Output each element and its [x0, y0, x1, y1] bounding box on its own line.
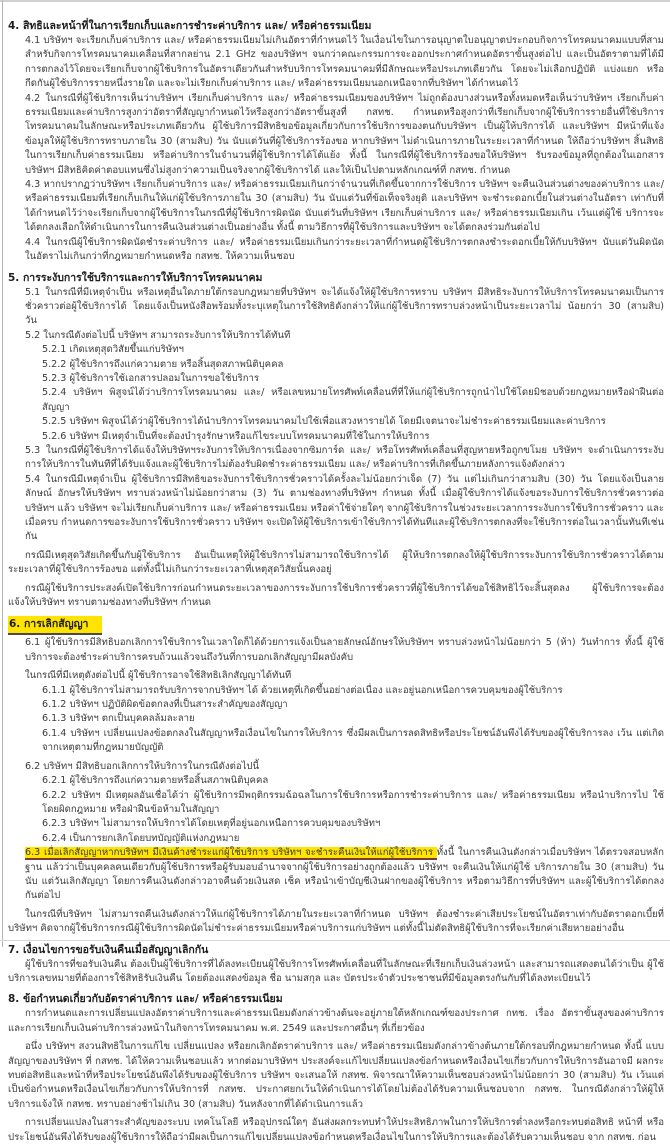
- paragraph-text: 5.4 ในกรณีมีเหตุจำเป็น ผู้ใช้บริการมีสิทธิขอระงับการใช้บริการชั่วคราวได้ครั้งละไม่น้อยกว่าเจ็ด (7) วัน แต่ไม่เกินกว่าสามสิบ (30) วัน โดยแจ้งเป็นลายลักษณ์ อักษรให้บริษัทฯ ทราบล่วงหน้าไม่น้อยกว่าสาม (3) วัน ตามช่องทางที่บริษัทฯ กำหนด ทั้งนี้ เมื่อผู้ใช้บริการได้แจ้งขอระงับการใช้บริการชั่วคราวต่อบริษัทฯ แล้ว บริษัทฯ จะไม่เรียกเก็บค่าบริการ และ/ หรือค่าธรรมเนียม หรือค่าใช้จ่ายใดๆ จากผู้ใช้บริการในช่วงระยะเวลาการระงับการใช้บริการชั่วคราว และเมื่อครบ กำหนดการขอระงับการใช้บริการชั่วคราว บริษัทฯ จะเปิดให้ผู้ใช้บริการเข้าใช้บริการได้ทันทีและผู้ใช้บริการตกลงที่จะใช้บริการต่อในเวลานั้นทันทีเช่นกัน: [25, 473, 664, 543]
- paragraph: [8, 669, 664, 683]
- section-heading: [8, 943, 664, 957]
- paragraph: [42, 789, 664, 818]
- paragraph: [8, 1007, 664, 1036]
- paragraph: [42, 727, 664, 756]
- highlighted-text: 6.3 เมื่อเลิกสัญญาหากบริษัทฯ มีเงินค้างชำระแก่ผู้ใช้บริการ บริษัทฯ จะชำระคืนเงินให้แก่ผู้ใช้บริการ: [25, 847, 437, 859]
- paragraph: [25, 444, 664, 473]
- paragraph-text: 5.2.1 เกิดเหตุสุดวิสัยขึ้นแก่บริษัทฯ: [42, 344, 184, 356]
- paragraph: [25, 286, 664, 329]
- paragraph-text: 6.2 บริษัทฯ มีสิทธิบอกเลิกการให้บริการในกรณีดังต่อไปนี้: [25, 760, 260, 772]
- paragraph-text: ทั้งนี้ ในการคืนเงินดังกล่าวเมื่อบริษัทฯ ได้ตรวจสอบหลักฐาน แล้วว่าเป็นบุคคลคนเดียวกับผู้ใช้บริการหรือผู้รับมอบอำนาจจากผู้ใช้บริการอย่างถูกต้องแล้ว บริษัทฯ จะคืนเงินให้แก่ผู้ใช้ บริการภายใน 30 (สามสิบ) วัน นับ แต่วันเลิกสัญญา โดยการคืนเงินดังกล่าวอาจคืนด้วยเงินสด เช็ค หรือนำเข้าบัญชีเงินฝากของผู้ใช้บริการ หรือตามวิธีการที่บริษัทฯ และผู้ใช้บริการได้ตกลง กันต่อไป: [25, 847, 664, 902]
- paragraph: [8, 549, 664, 578]
- paragraph: [25, 846, 664, 904]
- paragraph: [8, 1040, 664, 1112]
- paragraph: [25, 329, 664, 343]
- section-heading: [8, 616, 664, 635]
- paragraph-text: 6.1.1 ผู้ใช้บริการไม่สามารถรับบริการจากบริษัทฯ ได้ ด้วยเหตุที่เกิดขึ้นอย่างต่อเนื่อง และอยู่นอกเหนือการควบคุมของผู้ใช้บริการ: [42, 684, 563, 696]
- paragraph-text: 6.2.4 เป็นการยกเลิกโดยบทบัญญัติแห่งกฎหมาย: [42, 832, 240, 844]
- paragraph-text: 6.1.3 บริษัทฯ ตกเป็นบุคคลล้มละลาย: [42, 713, 195, 725]
- paragraph-text: 5.2 ในกรณีดังต่อไปนี้ บริษัทฯ สามารถระงับการให้บริการได้ทันที: [25, 329, 291, 341]
- paragraph: [25, 636, 664, 665]
- document-content: [8, 19, 664, 1145]
- paragraph: [25, 473, 664, 545]
- paragraph: [25, 92, 664, 178]
- paragraph: [42, 430, 664, 444]
- paragraph-text: ในกรณีที่บริษัทฯ ไม่สามารถคืนเงินดังกล่าวให้แก่ผู้ใช้บริการได้ภายในระยะเวลาที่กำหนด บริษัทฯ ต้องชำระค่าเสียประโยชน์ในอัตราเท่ากับอัตราดอกเบี้ยที่ บริษัทฯ คิดจากผู้ใช้บริการกรณีผู้ใช้บริการผิดนัดไม่ชำระค่าธรรมเนียมหรือค่าบริการแก่บริษัทฯ แต่ทั้งนี้ไม่ตัดสิทธิผู้ใช้บริการที่จะเรียกค่าเสียหายอย่างอื่น: [8, 908, 664, 935]
- paragraph: [42, 358, 664, 372]
- paragraph: [8, 958, 664, 987]
- paragraph-text: 5.2.4 บริษัทฯ พิสูจน์ได้ว่าบริการโทรคมนาคม และ/ หรือเลขหมายโทรศัพท์เคลื่อนที่ที่ให้แก่ผู้ใช้บริการถูกนำไปใช้โดยมิชอบด้วยกฎหมายหรือฝ่าฝืนต่อ สัญญา: [42, 387, 664, 413]
- paragraph: [42, 415, 664, 429]
- paragraph: [42, 386, 664, 415]
- paragraph-text: การกำหนดและการเปลี่ยนแปลงอัตราค่าบริการและค่าธรรมเนียมดังกล่าวข้างต้นจะอยู่ภายใต้หลักเกณฑ์ของประกาศ กทช. เรื่อง อัตราขั้นสูงของค่าบริการ และการเรียกเก็บเงินค่าบริการล่วงหน้าในกิจการโทรคมนาคม พ.ศ. 2549 และประกาศอื่นๆ ที่เกี่ยวข้อง: [8, 1008, 664, 1034]
- paragraph-text: 6.1.4 บริษัทฯ เปลี่ยนแปลงข้อตกลงในสัญญาหรือเงื่อนไขในการให้บริการ ซึ่งมีผลเป็นการลดสิทธิหรือประโยชน์อันพึงได้รับของผู้ใช้บริการลง เว้น แต่เกิดจากเหตุตามที่กฎหมายบัญญัติ: [42, 727, 664, 754]
- paragraph-text: 5.2.5 บริษัทฯ พิสูจน์ได้ว่าผู้ใช้บริการได้นำบริการโทรคมนาคมไปใช้เพื่อแสวงหารายได้ โดยมีเจตนาจะไม่ชำระค่าธรรมเนียมและค่าบริการ: [42, 416, 606, 428]
- paragraph: [42, 832, 664, 846]
- paragraph: [42, 343, 664, 357]
- paragraph-text: 4.2 ในกรณีที่ผู้ใช้บริการเห็นว่าบริษัทฯ เรียกเก็บค่าบริการ และ/ หรือค่าธรรมเนียมของบริษัทฯ ไม่ถูกต้องบางส่วนหรือทั้งหมดหรือเห็นว่าบริษัทฯ เรียกเก็บค่าธรรมเนียมและค่าบริการสูงกว่าอัตราที่สัญญากำหนดไว้หรือสูงกว่าอัตราขั้นสูงที่ กสทช. กำหนดหรือสูงกว่าที่เรียกเก็บจากผู้ใช้บริการรายอื่นที่ใช้บริการ โทรคมนาคมในลักษณะหรือประเภทเดียวกัน ผู้ใช้บริการมีสิทธิขอข้อมูลเกี่ยวกับการใช้บริการของตนกับบริษัทฯ เป็นผู้ให้บริการได้ และบริษัทฯ มีหน้าที่แจ้ง ข้อมูลให้ผู้ใช้บริการทราบภายใน 30 (สามสิบ) วัน นับแต่วันที่ผู้ใช้บริการร้องขอ หากบริษัทฯ ไม่ดำเนินการภายในระยะเวลาที่กำหนด ให้ถือว่าบริษัทฯ สิ้นสิทธิ ในการเรียกเก็บค่าธรรมเนียม หรือค่าบริการในจำนวนที่ผู้ใช้บริการได้โต้แย้ง ทั้งนี้ ในกรณีที่ผู้ใช้บริการร้องขอให้บริษัทฯ รับรองข้อมูลที่ถูกต้องในเอกสาร บริษัทฯ มีสิทธิคิดค่าตอบแทนซึ่งไม่สูงกว่าความเป็นจริงจากผู้ใช้บริการได้ และให้เป็นไปตามหลักเกณฑ์ที่ กสทช. กำหนด: [25, 92, 664, 176]
- paragraph: [8, 1116, 664, 1145]
- paragraph-text: 6.1.2 บริษัทฯ ปฏิบัติผิดข้อตกลงที่เป็นสาระสำคัญของสัญญา: [42, 699, 288, 711]
- paragraph-text: 5.3 ในกรณีที่ผู้ใช้บริการได้แจ้งให้บริษัทฯระงับการให้บริการเนื่องจากซิมการ์ด และ/ หรือโทรศัพท์เคลื่อนที่สูญหายหรือถูกขโมย บริษัทฯ จะดำเนินการระงับ การให้บริการในทันทีที่ได้รับแจ้งและผู้ใช้บริการไม่ต้องรับผิดชำระค่าธรรมเนียม และ/ หรือค่าบริการที่เกิดขึ้นภายหลังการแจ้งดังกล่าว: [25, 444, 664, 471]
- paragraph-text: 4.1 บริษัทฯ จะเรียกเก็บค่าบริการ และ/ หรือค่าธรรมเนียมไม่เกินอัตราที่กำหนดไว้ ในเงื่อนไขในการอนุญาตใบอนุญาตประกอบกิจการโทรคมนาคมแบบที่สาม สำหรับกิจการโทรคมนาคมเคลื่อนที่สากลย่าน 2.1 GHz ของบริษัทฯ จนกว่าคณะกรรมการจะออกประกาศกำหนดอัตราขั้นสูงต่อไป และเป็นอัตราตามที่ได้มี การตกลงไว้โดยจะเรียกเก็บจากผู้ใช้บริการในอัตราเดียวกันสำหรับบริการโทรคมนาคมที่มีลักษณะหรือประเภทเดียวกัน โดยจะไม่เลือกปฏิบัติ แบ่งแยก หรือ กีดกันผู้ใช้บริการรายหนึ่งรายใด และจะไม่เรียกเก็บค่าบริการ และ/ หรือค่าธรรมเนียมนอกเหนือจากที่บริษัทฯ ได้กำหนดไว้: [25, 35, 664, 90]
- paragraph-text: 6.2.3 บริษัทฯ ไม่สามารถให้บริการได้โดยเหตุที่อยู่นอกเหนือการควบคุมของบริษัทฯ: [42, 818, 381, 830]
- paragraph-text: 5.2.3 ผู้ใช้บริการใช้เอกสารปลอมในการขอใช้บริการ: [42, 372, 260, 384]
- paragraph: [25, 34, 664, 92]
- paragraph-text: 4.4 ในกรณีผู้ใช้บริการผิดนัดชำระค่าบริการ และ/ หรือค่าธรรมเนียมเกินกว่าระยะเวลาที่กำหนดผู้ใช้บริการตกลงชำระดอกเบี้ยให้กับบริษัทฯ นับแต่วันผิดนัด ในอัตราไม่เกินกว่าที่กฎหมายกำหนดหรือ กสทช. ให้ความเห็นชอบ: [25, 236, 664, 263]
- paragraph: [42, 684, 664, 698]
- section-title: 4. สิทธิและหน้าที่ในการเรียกเก็บและการชำระค่าบริการ และ/ หรือค่าธรรมเนียม: [8, 20, 372, 32]
- paragraph: [25, 760, 664, 774]
- paragraph: [42, 698, 664, 712]
- paragraph-text: 5.2.6 บริษัทฯ มีเหตุจำเป็นที่จะต้องบำรุงรักษาหรือแก้ไขระบบโทรคมนาคมที่ใช้ในการให้บริการ: [42, 430, 430, 442]
- section-heading: [8, 271, 664, 285]
- paragraph-text: 5.2.2 ผู้ใช้บริการถึงแก่ความตาย หรือสิ้นสุดสภาพนิติบุคคล: [42, 358, 284, 370]
- paragraph-text: ในกรณีที่มีเหตุดังต่อไปนี้ ผู้ใช้บริการอาจใช้สิทธิเลิกสัญญาได้ทันที: [25, 670, 292, 682]
- highlighted-section-title: 6. การเลิกสัญญา: [8, 616, 102, 635]
- paragraph-text: อนึ่ง บริษัทฯ สงวนสิทธิในการแก้ไข เปลี่ยนแปลง หรือยกเลิกอัตราค่าบริการ และ/ หรือค่าธรรมเนียมดังกล่าวข้างต้นภายใต้กรอบที่กฎหมายกำหนด ทั้งนี้ แบบสัญญาของบริษัทฯ ที่ กสทช. ได้ให้ความเห็นชอบแล้ว หากต่อมาบริษัทฯ ประสงค์จะแก้ไขเปลี่ยนแปลงข้อกำหนดหรือเงื่อนไขเกี่ยวกับการให้บริการอันอาจมี ผลกระทบต่อสิทธิและหน้าที่หรือประโยชน์อันพึงได้รับของผู้ใช้บริการ บริษัทฯ จะเสนอให้ กสทช. พิจารณาให้ความเห็นชอบล่วงหน้าไม่น้อยกว่า 30 (สามสิบ) วัน เว้นแต่เป็นข้อกำหนดหรือเงื่อนไขเกี่ยวกับการให้บริการที่ กสทช. ประกาศยกเว้นให้ดำเนินการได้โดยไม่ต้องได้รับความเห็นชอบจาก กสทช. ในกรณีดังกล่าวให้ผู้ให้ บริการแจ้งให้ กสทช. ทราบอย่างช้าไม่เกิน 30 (สามสิบ) วันหลังจากที่ได้ดำเนินการแล้ว: [8, 1041, 664, 1110]
- paragraph-text: 5.1 ในกรณีที่มีเหตุจำเป็น หรือเหตุอื่นใดภายใต้กรอบกฎหมายที่บริษัทฯ จะได้แจ้งให้ผู้ใช้บริการทราบ บริษัทฯ มีสิทธิระงับการให้บริการโทรคมนาคมเป็นการ ชั่วคราวต่อผู้ใช้บริการได้ โดยแจ้งเป็นหนังสือพร้อมทั้งระบุเหตุในการใช้สิทธิดังกล่าวให้แก่ผู้ใช้บริการทราบล่วงหน้าเป็นระยะเวลาไม่ น้อยกว่า 30 (สามสิบ) วัน: [25, 286, 664, 327]
- section-title: 8. ข้อกำหนดเกี่ยวกับอัตราค่าบริการ และ/ หรือค่าธรรมเนียม: [8, 993, 283, 1006]
- paragraph-text: การเปลี่ยนแปลงในสาระสำคัญของระบบ เทคโนโลยี หรืออุปกรณ์ใดๆ อันส่งผลกระทบทำให้ประสิทธิภาพในการให้บริการต่ำลงหรือกระทบต่อสิทธิ หน้าที่ หรือประโยชน์อันพึงได้รับของผู้ใช้บริการให้ถือว่ามีผลเป็นการแก้ไขเปลี่ยนแปลงข้อกำหนดหรือเงื่อนไขในการให้บริการและต้องได้รับความเห็นชอบ จาก กสทช. ก่อน: [8, 1117, 664, 1143]
- paragraph-text: ผู้ใช้บริการที่ขอรับเงินคืน ต้องเป็นผู้ใช้บริการที่ได้ลงทะเบียนผู้ใช้บริการโทรศัพท์เคลื่อนที่ในลักษณะที่เรียกเก็บเงินล่วงหน้า และสามารถแสดงตนได้ว่าเป็น ผู้ใช้บริการเลขหมายที่ต้องการใช้สิทธิรับเงินคืน โดยต้องแสดงข้อมูล ชื่อ นามสกุล และ บัตรประจำตัวประชาชนที่มีข้อมูลตรงกันกับที่ได้ลงทะเบียนไว้: [8, 958, 664, 984]
- paragraph-text: 4.3 หากปรากฏว่าบริษัทฯ เรียกเก็บค่าบริการ และ/ หรือค่าธรรมเนียมเกินกว่าจำนวนที่เกิดขึ้นจากการใช้บริการ บริษัทฯ จะคืนเงินส่วนต่างของค่าบริการ และ/ หรือค่าธรรมเนียมที่เรียกเก็บเกินให้แก่ผู้ใช้บริการภายใน 30 (สามสิบ) วัน นับแต่วันที่ข้อเท็จจริงยุติ และบริษัทฯ จะชำระดอกเบี้ยในส่วนต่างในอัตรา เท่ากับที่ได้กำหนดไว้ว่าจะเรียกเก็บจากผู้ใช้บริการในกรณีที่ผู้ใช้บริการผิดนัด นับแต่วันที่บริษัทฯ เรียกเก็บค่าบริการ และ/ หรือค่าธรรมเนียมเกิน เว้นแต่ผู้ใช้ บริการจะได้ตกลงเลือกให้ดำเนินการในการคืนเงินส่วนต่างเป็นอย่างอื่น ทั้งนี้ ตามวิธีการที่ผู้ใช้บริการและบริษัทฯ จะได้ตกลงร่วมกันต่อไป: [25, 179, 664, 234]
- paragraph: [25, 236, 664, 265]
- paragraph: [42, 817, 664, 831]
- paragraph-text: 6.1 ผู้ใช้บริการมีสิทธิบอกเลิกการใช้บริการในเวลาใดก็ได้ด้วยการแจ้งเป็นลายลักษณ์อักษรให้บริษัทฯ ทราบล่วงหน้าไม่น้อยกว่า 5 (ห้า) วันทำการ ทั้งนี้ ผู้ใช้ บริการจะต้องชำระค่าบริการครบถ้วนแล้วจนถึงวันที่การบอกเลิกสัญญามีผลบังคับ: [25, 637, 664, 663]
- paragraph: [8, 908, 664, 937]
- paragraph: [42, 774, 664, 788]
- page-top-edge: [0, 0, 670, 2]
- paragraph: [42, 712, 664, 726]
- section-heading: [8, 19, 664, 33]
- section-title: 5. การระงับการใช้บริการและการให้บริการโทรคมนาคม: [8, 271, 263, 284]
- paragraph-text: กรณีผู้ใช้บริการประสงค์เปิดใช้บริการก่อนกำหนดระยะเวลาของการระงับการใช้บริการชั่วคราวที่ผู้ใช้บริการได้ขอใช้สิทธิไว้จะสิ้นสุดลง ผู้ใช้บริการจะต้อง แจ้งให้บริษัทฯ ทราบตามช่องทางที่บริษัทฯ กำหนด: [8, 582, 664, 609]
- page-left-edge: [2, 0, 3, 947]
- paragraph-text: กรณีมีเหตุสุดวิสัยเกิดขึ้นกับผู้ใช้บริการ อันเป็นเหตุให้ผู้ใช้บริการไม่สามารถใช้บริการได้ ผู้ให้บริการตกลงให้ผู้ใช้บริการระงับการใช้บริการชั่วคราวได้ตาม ระยะเวลาที่ผู้ใช้บริการร้องขอ แต่ทั้งนี้ไม่เกินกว่าระยะเวลาที่เหตุสุดวิสัยนั้นคงอยู่: [8, 549, 664, 576]
- paragraph: [8, 582, 664, 611]
- section-heading: [8, 992, 664, 1006]
- paragraph-text: 6.2.2 บริษัทฯ มีเหตุผลอันเชื่อได้ว่า ผู้ใช้บริการมีพฤติกรรมฉ้อฉลในการใช้บริการหรือการชำระค่าบริการ และ/ หรือค่าธรรมเนียม หรือนำบริการไป ใช้โดยผิดกฎหมาย หรือฝ่าฝืนข้อห้ามในสัญญา: [42, 789, 664, 815]
- paragraph: [42, 372, 664, 386]
- paragraph: [25, 178, 664, 236]
- section-title: 7. เงื่อนไขการขอรับเงินคืนเมื่อสัญญาเลิกกัน: [8, 943, 209, 956]
- paragraph-text: 6.2.1 ผู้ใช้บริการถึงแก่ความตายหรือสิ้นสภาพนิติบุคคล: [42, 775, 269, 787]
